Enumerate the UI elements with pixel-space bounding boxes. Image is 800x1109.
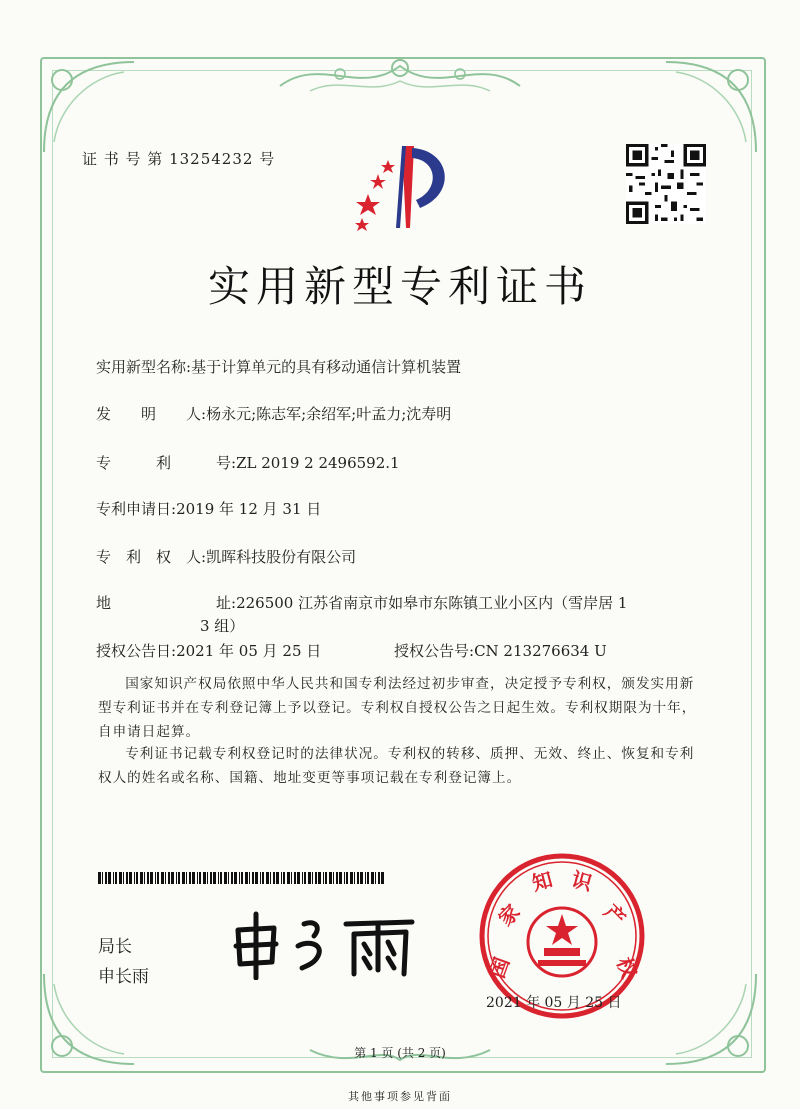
director-name: 申长雨: [98, 967, 149, 987]
patent-owner-row: [96, 546, 356, 567]
inventor-label: 发 明 人:: [96, 405, 207, 423]
address-label: 地 址:: [96, 594, 237, 612]
svg-text:知: 知: [529, 867, 555, 896]
svg-text:权: 权: [611, 954, 642, 982]
qr-code: [626, 144, 706, 224]
filing-date-value: 2019 年 12 月 31 日: [176, 500, 322, 518]
publication-number-row: [394, 640, 607, 661]
grant-statement-paragraph: 国家知识产权局依照中华人民共和国专利法经过初步审查，决定授予专利权，颁发实用新型专利证书并在专利登记簿上予以登记。专利权自授权公告之日起生效。专利权期限为十年，自申请日起算。: [98, 676, 697, 740]
utility-name-value: 基于计算单元的具有移动通信计算机装置: [191, 358, 462, 376]
certificate-number: 证 书 号 第 13254232 号: [82, 150, 276, 168]
address-value-line1: 226500 江苏省南京市如皋市东陈镇工业小区内（雪岸居 1: [236, 594, 628, 612]
patent-number-value: ZL 2019 2 2496592.1: [236, 454, 400, 472]
address-value-line2: 3 组）: [200, 617, 245, 635]
patent-number-row: [96, 452, 400, 473]
publication-number-value: CN 213276634 U: [474, 642, 607, 660]
cnipa-logo: [340, 138, 460, 238]
inventor-row: [96, 403, 451, 424]
filing-date-row: [96, 498, 321, 519]
svg-text:国: 国: [484, 954, 515, 982]
svg-text:产: 产: [599, 899, 631, 931]
svg-text:家: 家: [493, 899, 525, 931]
certificate-title: 实用新型专利证书: [207, 262, 592, 311]
patent-owner-value: 凯晖科技股份有限公司: [206, 548, 357, 566]
director-title: 局长: [98, 937, 132, 957]
publication-date-value: 2021 年 05 月 25 日: [176, 642, 322, 660]
svg-text:识: 识: [569, 867, 595, 896]
seal-date: 2021 年 05 月 25 日: [486, 995, 622, 1011]
utility-name-row: [96, 356, 461, 377]
patent-owner-label: 专 利 权 人:: [96, 548, 207, 566]
publication-date-row: [96, 640, 321, 661]
address-row: [96, 592, 627, 613]
filing-date-label: 专利申请日:: [96, 500, 177, 518]
patent-number-label: 专 利 号:: [96, 454, 237, 472]
corner-ornament-top-left: [34, 52, 144, 162]
page-number: 第 1 页 (共 2 页): [354, 1046, 446, 1060]
publication-number-label: 授权公告号:: [394, 642, 475, 660]
top-floral-ornament: [270, 46, 530, 106]
inventor-value: 杨永元;陈志军;余绍军;叶孟力;沈寿明: [206, 405, 452, 423]
legal-status-paragraph: 专利证书记载专利权登记时的法律状况。专利权的转移、质押、无效、终止、恢复和专利权人的姓名或名称、国籍、地址变更等事项记载在专利登记簿上。: [98, 746, 695, 786]
footer-note: 其他事项参见背面: [348, 1090, 452, 1103]
publication-date-label: 授权公告日:: [96, 642, 177, 660]
utility-name-label: 实用新型名称:: [96, 358, 192, 376]
director-signature: [226, 910, 426, 980]
barcode: [98, 872, 388, 884]
